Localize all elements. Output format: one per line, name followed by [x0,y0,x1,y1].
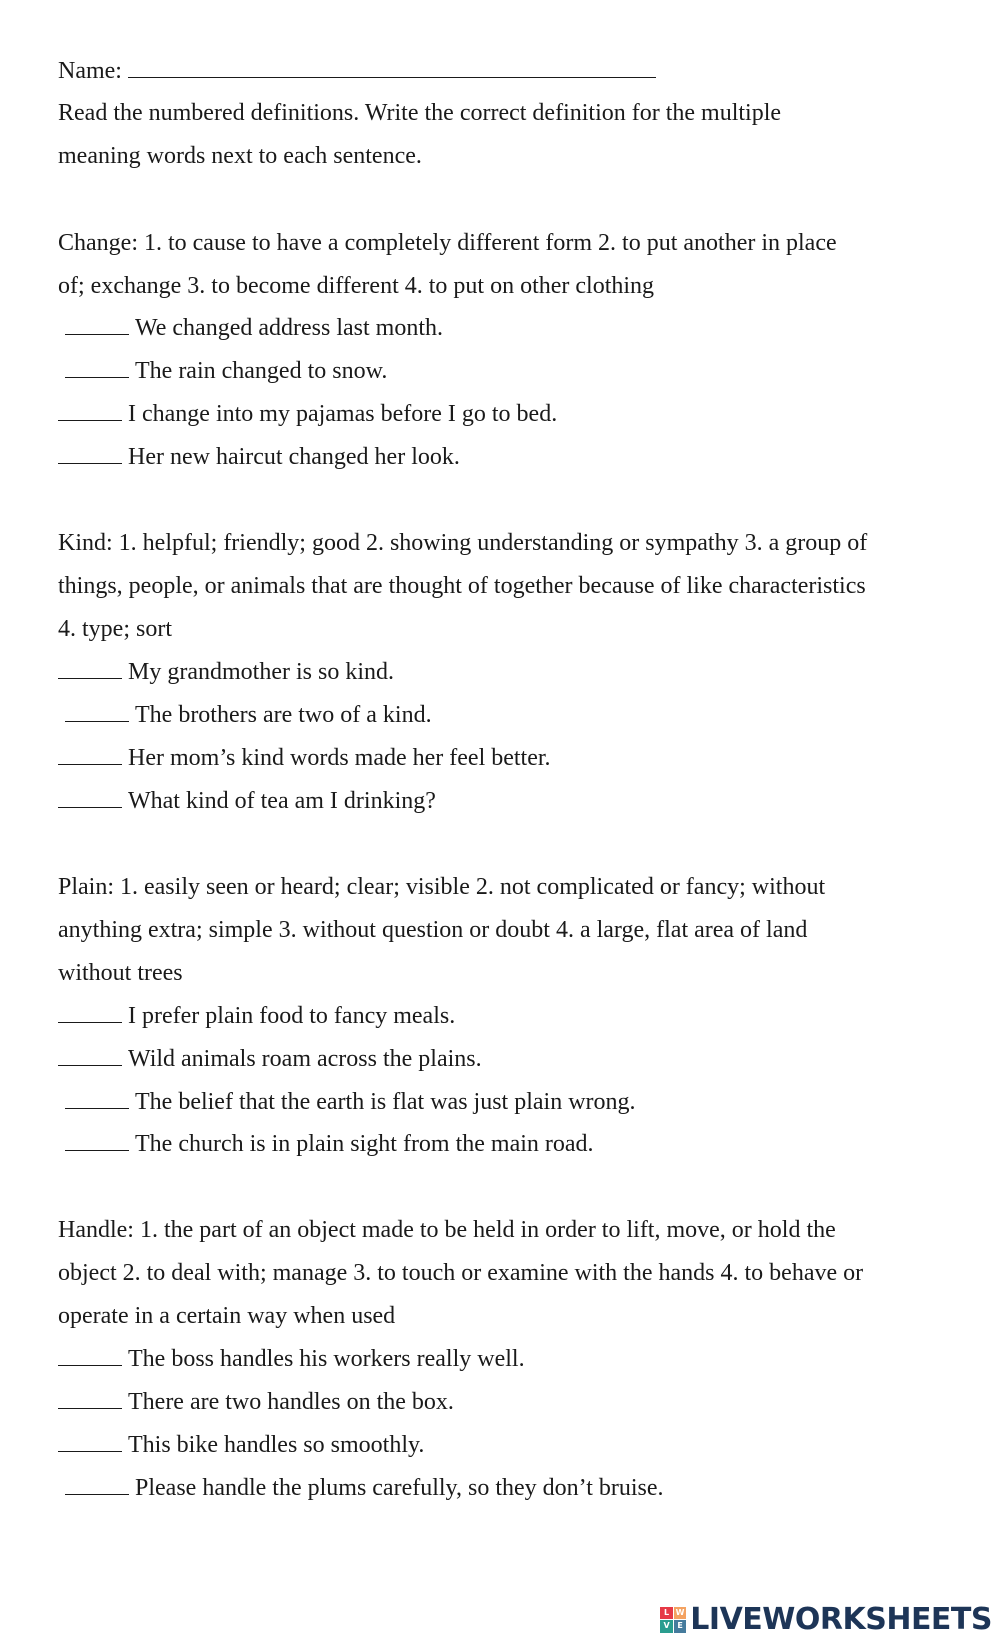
sentence-row [58,1387,454,1417]
handle-definition-line-2: object 2. to deal with; manage 3. to touch or examine with the hands 4. to behave or [58,1260,864,1286]
sentence-text: The brothers are two of a kind. [135,702,432,728]
logo-text: LIVEWORKSHEETS [690,1602,992,1637]
liveworksheets-logo [660,1602,992,1637]
sentence-row [58,1044,482,1074]
instructions-line-2: meaning words next to each sentence. [58,143,422,169]
logo-mark-icon [660,1607,686,1633]
instructions-line-1: Read the numbered definitions. Write the correct definition for the multiple [58,100,782,126]
sentence-row [58,657,394,687]
logo-mark-cell: V [660,1620,673,1633]
sentence-text: The boss handles his workers really well. [128,1346,525,1372]
sentence-text: Please handle the plums carefully, so they don’t bruise. [135,1475,664,1501]
answer-blank[interactable] [58,1001,122,1023]
name-label: Name: [58,58,122,84]
sentence-row [58,399,557,429]
answer-blank[interactable] [58,657,122,679]
sentence-row [58,1430,424,1460]
plain-definition-line-1: Plain: 1. easily seen or heard; clear; visible 2. not complicated or fancy; without [58,874,826,900]
answer-blank[interactable] [65,1473,129,1495]
sentence-row [65,1129,594,1159]
name-line [58,55,656,86]
answer-blank[interactable] [58,442,122,464]
sentence-row [58,743,551,773]
change-definition-line-1: Change: 1. to cause to have a completely different form 2. to put another in place [58,230,837,256]
answer-blank[interactable] [65,313,129,335]
answer-blank[interactable] [58,1430,122,1452]
logo-mark-cell: E [674,1620,687,1633]
sentence-row [65,700,432,730]
answer-blank[interactable] [58,399,122,421]
handle-definition-line-1: Handle: 1. the part of an object made to be held in order to lift, move, or hold the [58,1217,836,1243]
answer-blank[interactable] [65,1129,129,1151]
answer-blank[interactable] [65,1087,129,1109]
change-definition-line-2: of; exchange 3. to become different 4. to put on other clothing [58,273,655,299]
sentence-row [58,1001,455,1031]
answer-blank[interactable] [58,1344,122,1366]
name-input-line[interactable] [128,55,656,78]
answer-blank[interactable] [58,786,122,808]
sentence-row [65,1473,664,1503]
kind-definition-line-3: 4. type; sort [58,616,172,642]
answer-blank[interactable] [65,700,129,722]
sentence-text: What kind of tea am I drinking? [128,788,436,814]
sentence-text: I prefer plain food to fancy meals. [128,1003,456,1029]
sentence-row [65,356,387,386]
answer-blank[interactable] [58,1044,122,1066]
sentence-row [58,442,460,472]
answer-blank[interactable] [58,1387,122,1409]
logo-mark-cell: L [660,1607,673,1620]
answer-blank[interactable] [58,743,122,765]
sentence-row [65,313,443,343]
kind-definition-line-2: things, people, or animals that are thought of together because of like characteristics [58,573,866,599]
sentence-text: The belief that the earth is flat was just plain wrong. [135,1089,636,1115]
sentence-row [65,1087,636,1117]
sentence-text: Her mom’s kind words made her feel better. [128,745,551,771]
sentence-text: The rain changed to snow. [135,358,388,384]
sentence-text: Her new haircut changed her look. [128,444,460,470]
sentence-text: I change into my pajamas before I go to bed. [128,401,558,427]
kind-definition-line-1: Kind: 1. helpful; friendly; good 2. showing understanding or sympathy 3. a group of [58,530,868,556]
sentence-row [58,786,436,816]
sentence-text: The church is in plain sight from the main road. [135,1131,594,1157]
handle-definition-line-3: operate in a certain way when used [58,1303,396,1329]
plain-definition-line-3: without trees [58,960,183,986]
sentence-row [58,1344,525,1374]
sentence-text: My grandmother is so kind. [128,659,394,685]
sentence-text: There are two handles on the box. [128,1389,454,1415]
sentence-text: This bike handles so smoothly. [128,1432,425,1458]
answer-blank[interactable] [65,356,129,378]
sentence-text: Wild animals roam across the plains. [128,1046,482,1072]
plain-definition-line-2: anything extra; simple 3. without question or doubt 4. a large, flat area of land [58,917,808,943]
logo-mark-cell: W [674,1607,687,1620]
sentence-text: We changed address last month. [135,315,443,341]
